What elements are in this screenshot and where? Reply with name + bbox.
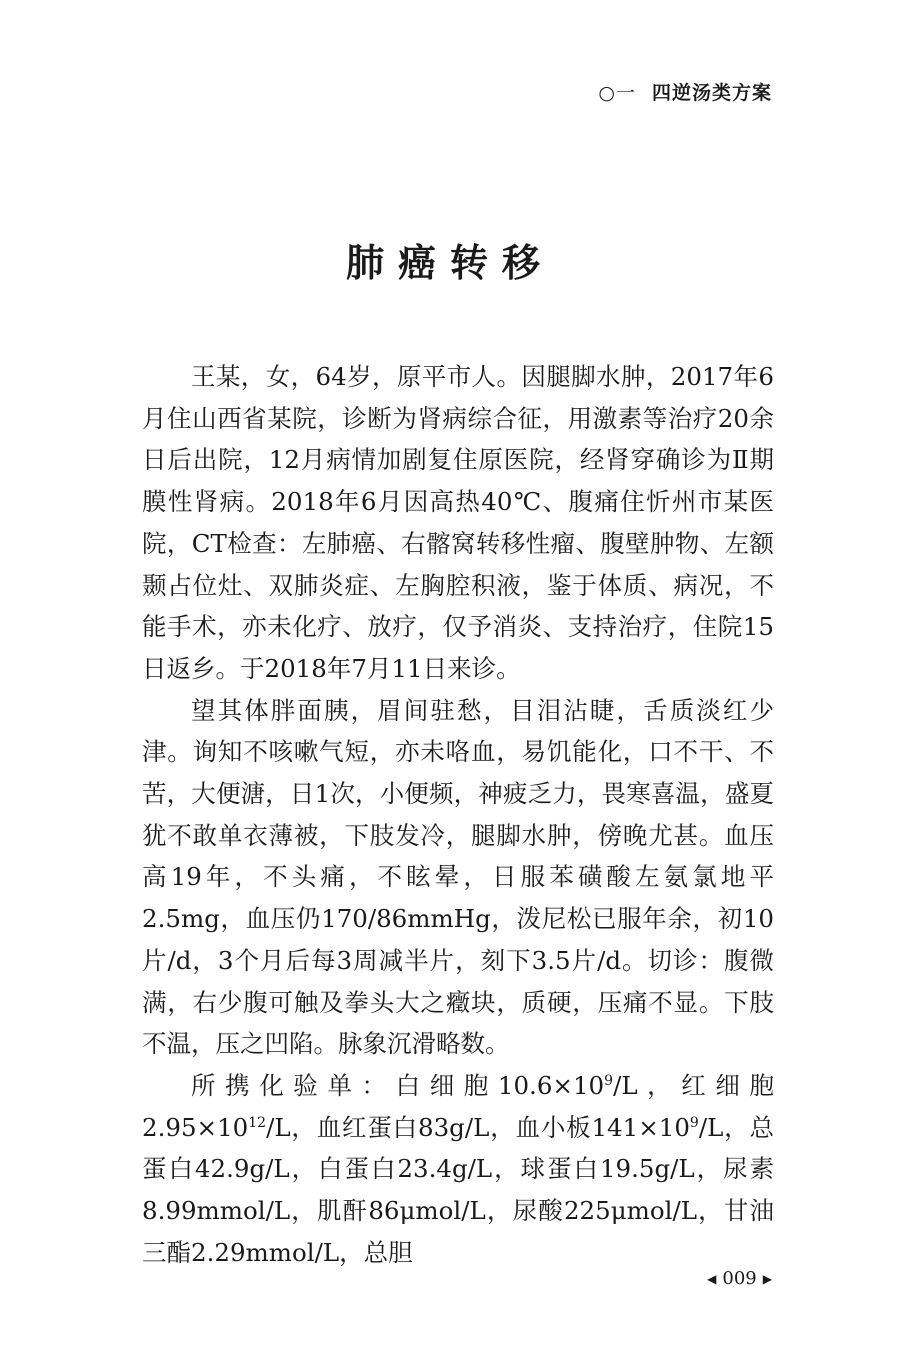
page-number: 009	[722, 1268, 757, 1289]
body-text	[142, 356, 774, 1273]
text-run: 所携化验单：白细胞10.6×10	[191, 1070, 605, 1100]
paragraph-1: 王某，女，64岁，原平市人。因腿脚水肿，2017年6月住山西省某院，诊断为肾病综合征，用激素等治疗20余日后出院，12月病情加剧复住原医院，经肾穿确诊为Ⅱ期膜性肾病。2018年6月因高热40℃、腹痛住忻州市某医院，CT检查：左肺癌、右髂窝转移性瘤、腹壁肿物、左额颞占位灶、双肺炎症、左胸腔积液，鉴于体质、病况，不能手术，亦未化疗、放疗，仅予消炎、支持治疗，住院15日返乡。于2018年7月11日来诊。	[142, 362, 774, 683]
chapter-mark: ○一	[598, 82, 636, 104]
text-run: /L，血红蛋白83g/L，血小板141×10	[266, 1112, 690, 1142]
section-title: 四逆汤类方案	[651, 82, 772, 104]
text-run: /L，总蛋白42.9g/L，白蛋白23.4g/L，球蛋白19.5g/L，尿素8.99mmol/L，肌酐86μmol/L，尿酸225μmol/L，甘油三酯2.29mmol/L，总胆	[142, 1112, 774, 1267]
text-run: /L，红细胞2.95×10	[142, 1070, 774, 1142]
page-title: 肺癌转移	[345, 240, 554, 285]
exponent: 9	[689, 1114, 699, 1131]
page-number-footer	[707, 1268, 772, 1289]
left-arrow-icon: ◀	[707, 1271, 717, 1286]
exponent: 12	[248, 1114, 267, 1131]
paragraph-2: 望其体胖面胰，眉间驻愁，目泪沾睫，舌质淡红少津。询知不咳嗽气短，亦未咯血，易饥能化，口不干、不苦，大便溏，日1次，小便频，神疲乏力，畏寒喜温，盛夏犹不敢单衣薄被，下肢发冷，腿脚水肿，傍晚尤甚。血压高19年，不头痛，不眩晕，日服苯磺酸左氨氯地平2.5mg，血压仍170/86mmHg，泼尼松已服年余，初10片/d，3个月后每3周减半片，刻下3.5片/d。切诊：腹微满，右少腹可触及拳头大之癥块，质硬，压痛不显。下肢不温，压之凹陷。脉象沉滑略数。	[142, 695, 774, 1059]
paragraph-3	[142, 1065, 774, 1274]
running-header	[598, 78, 772, 105]
exponent: 9	[604, 1072, 614, 1089]
right-arrow-icon: ▶	[762, 1271, 772, 1286]
